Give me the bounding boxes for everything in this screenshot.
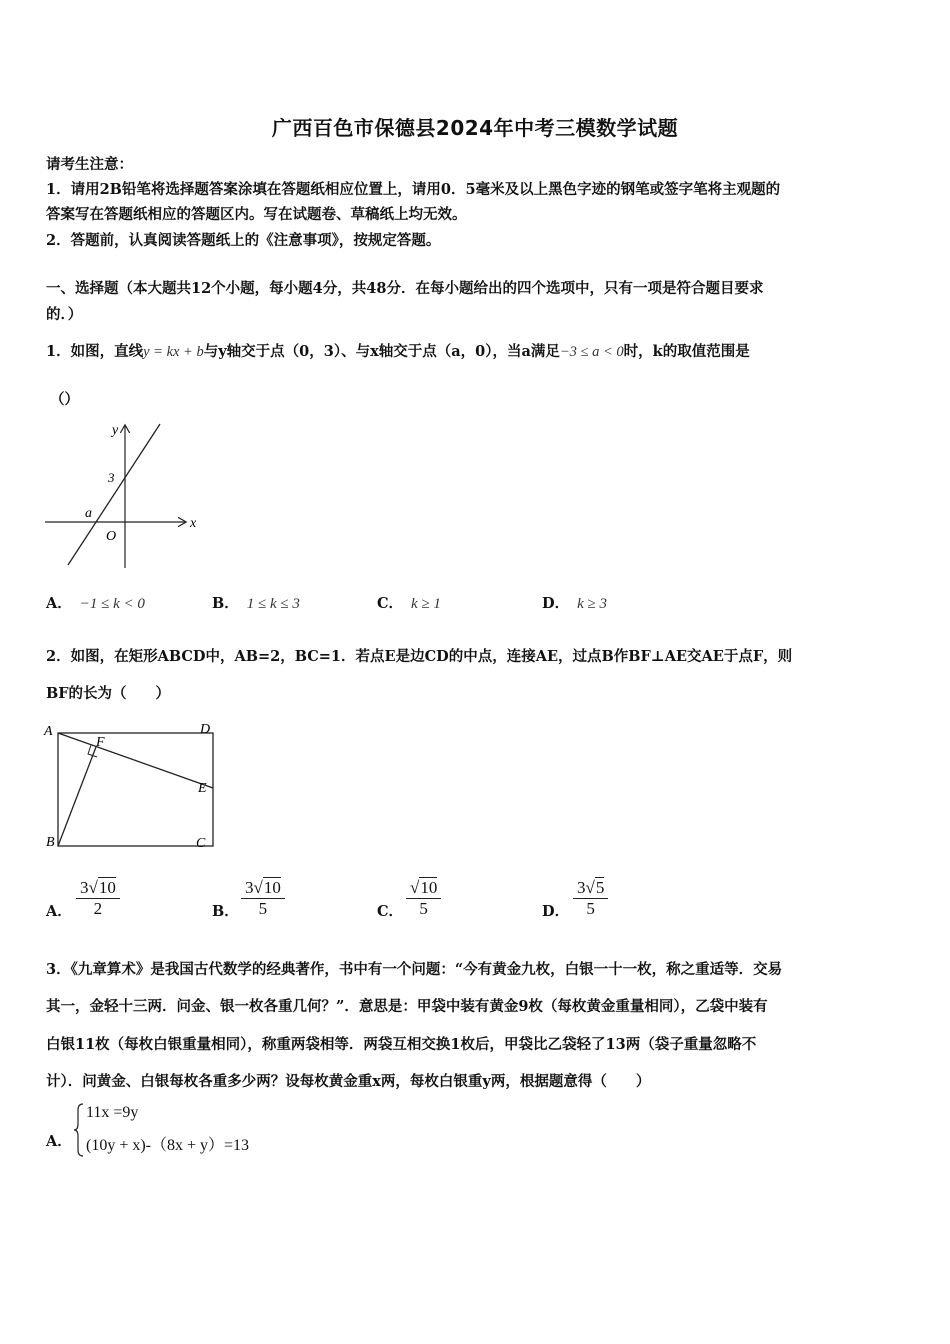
- q2-option-c-fraction: $\frac{√10}{5}$: [406, 878, 441, 919]
- notice-item-1-line-1: 1．请用2B铅笔将选择题答案涂填在答题纸相应位置上，请用0．5毫米及以上黑色字迹的钢笔或签字笔将主观题的: [46, 181, 781, 198]
- label-a: A: [44, 724, 53, 739]
- x-axis-label: x: [190, 516, 197, 531]
- brace-icon: [72, 1102, 86, 1158]
- notice-item-1-line-2: 答案写在答题纸相应的答题区内。写在试题卷、草稿纸上均无效。: [46, 206, 467, 223]
- q3-option-a[interactable]: A．: [46, 1133, 72, 1150]
- q1-text-2: 与y轴交于点（0，3）、与x轴交于点（a，0），当a满足: [203, 343, 560, 360]
- segment-bf: [58, 747, 96, 846]
- section-1-heading-cont: 的．）: [46, 306, 83, 323]
- label-e: E: [198, 781, 207, 796]
- q2-option-a-fraction: $\frac{3√10}{2}$: [76, 878, 120, 919]
- q1-option-b[interactable]: B． 1 ≤ k ≤ 3: [212, 595, 300, 612]
- q2-rectangle-figure: [40, 718, 220, 853]
- q1-text-3: 时，k的取值范围是: [623, 343, 750, 360]
- q1-option-d[interactable]: D． k ≥ 3: [542, 595, 607, 612]
- question-3-stem-4: 计）．问黄金、白银每枚各重多少两？设每枚黄金重x两，每枚白银重y两，根据题意得（ ）: [46, 1073, 651, 1090]
- notice-heading: 请考生注意：: [46, 156, 133, 173]
- q1-condition: −3 ≤ a < 0: [559, 344, 624, 360]
- section-1-heading: 一、选择题（本大题共12个小题，每小题4分，共48分．在每小题给出的四个选项中，只有一项是符合题目要求: [46, 280, 764, 297]
- q1-equation: y = kx + b: [143, 344, 204, 360]
- question-2-stem-2: BF的长为（ ）: [46, 685, 171, 702]
- question-3-stem-1: 3．《九章算术》是我国古代数学的经典著作，书中有一个问题：“今有黄金九枚，白银一十一枚，称之重适等．交易: [46, 961, 783, 978]
- q2-option-b[interactable]: B．: [212, 903, 239, 920]
- q2-option-d-fraction: $\frac{3√5}{5}$: [573, 878, 608, 919]
- q2-option-c[interactable]: C．: [377, 903, 404, 920]
- question-3-stem-2: 其一，金轻十三两．问金、银一枚各重几何？”．意思是：甲袋中装有黄金9枚（每枚黄金重量相同），乙袋中装有: [46, 998, 768, 1015]
- rectangle-abcd: [58, 733, 213, 846]
- y-intercept-label: 3: [108, 470, 115, 485]
- notice-item-2: 2．答题前，认真阅读答题纸上的《注意事项》，按规定答题。: [46, 232, 441, 249]
- y-axis-label: y: [112, 423, 119, 438]
- q2-option-d[interactable]: D．: [542, 903, 570, 920]
- label-d: D: [200, 722, 211, 737]
- q1-graph: [40, 420, 205, 570]
- q2-option-b-fraction: $\frac{3√10}{5}$: [241, 878, 285, 919]
- page-title: 广西百色市保德县2024年中考三模数学试题: [271, 116, 679, 140]
- q1-option-c[interactable]: C． k ≥ 1: [377, 595, 441, 612]
- q1-option-a[interactable]: A． −1 ≤ k < 0: [46, 595, 145, 612]
- origin-label: O: [106, 529, 117, 544]
- label-c: C: [196, 836, 206, 851]
- x-intercept-label: a: [85, 506, 92, 521]
- segment-ae: [58, 733, 213, 788]
- q1-answer-bracket: （）: [50, 391, 79, 408]
- equation-1: 11x =9y: [86, 1104, 139, 1121]
- label-b: B: [46, 835, 55, 850]
- label-f: F: [96, 735, 105, 750]
- q1-text-1: 1．如图，直线: [46, 343, 144, 360]
- question-2-stem-1: 2．如图，在矩形ABCD中，AB=2，BC=1．若点E是边CD的中点，连接AE，过点B作BF⊥AE交AE于点F，则: [46, 648, 793, 665]
- equation-2: (10y + x)-（8x + y）=13: [86, 1137, 250, 1154]
- question-1-stem: [46, 340, 750, 361]
- q2-option-a[interactable]: A．: [46, 903, 72, 920]
- question-3-stem-3: 白银11枚（每枚白银重量相同），称重两袋相等．两袋互相交换1枚后，甲袋比乙袋轻了13两（袋子重量忽略不: [46, 1036, 757, 1053]
